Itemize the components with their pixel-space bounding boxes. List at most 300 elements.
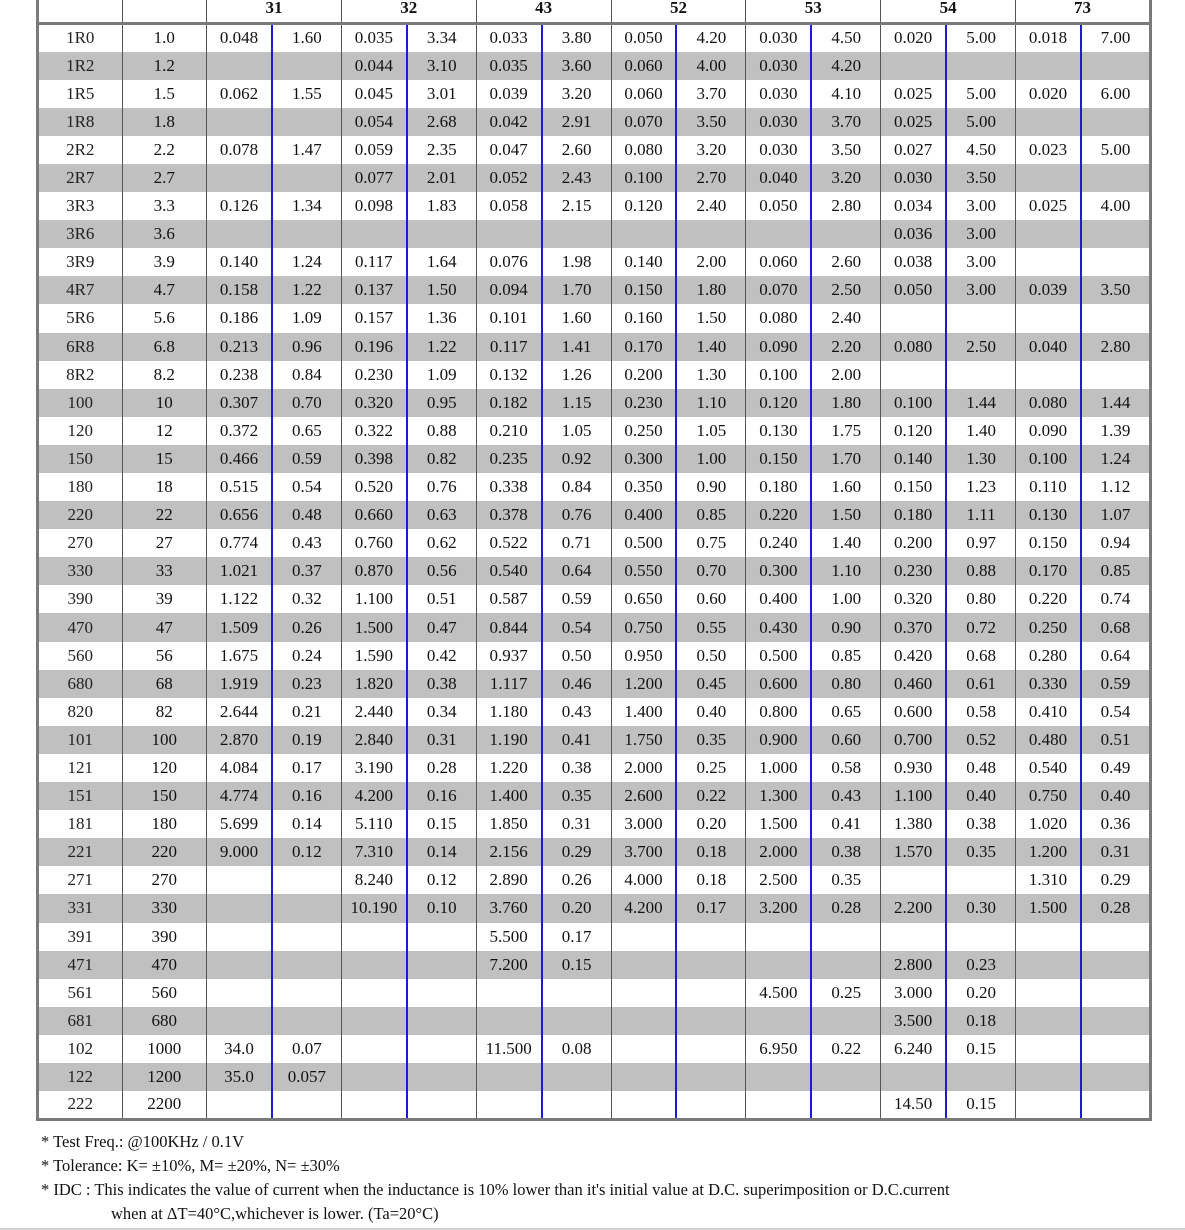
dcr-cell: 0.077 <box>341 164 406 192</box>
dcr-cell <box>1016 1007 1081 1035</box>
idc-cell <box>272 951 341 979</box>
dcr-cell: 0.300 <box>611 445 676 473</box>
inductance-cell: 1.5 <box>122 80 207 108</box>
part-code-cell: 151 <box>38 782 123 810</box>
table-row <box>38 248 1151 276</box>
dcr-cell: 1.400 <box>611 698 676 726</box>
idc-cell: 3.34 <box>407 24 476 52</box>
idc-cell: 0.90 <box>811 613 880 641</box>
inductance-cell: 2.2 <box>122 136 207 164</box>
dcr-cell: 0.030 <box>881 164 946 192</box>
dcr-cell: 0.220 <box>1016 585 1081 613</box>
dcr-cell: 0.150 <box>881 473 946 501</box>
idc-cell: 0.48 <box>272 501 341 529</box>
dcr-cell: 0.098 <box>341 192 406 220</box>
dcr-cell: 1.100 <box>881 782 946 810</box>
dcr-cell <box>1016 248 1081 276</box>
idc-cell: 1.23 <box>946 473 1015 501</box>
idc-cell <box>676 1035 745 1063</box>
idc-cell: 0.18 <box>946 1007 1015 1035</box>
dcr-cell: 0.076 <box>476 248 541 276</box>
idc-cell: 1.70 <box>542 276 611 304</box>
idc-cell: 2.43 <box>542 164 611 192</box>
idc-cell: 0.76 <box>407 473 476 501</box>
part-code-cell: 391 <box>38 923 123 951</box>
idc-cell: 1.34 <box>272 192 341 220</box>
idc-cell: 1.98 <box>542 248 611 276</box>
dcr-cell: 1.570 <box>881 838 946 866</box>
idc-cell: 0.88 <box>946 557 1015 585</box>
idc-cell: 0.56 <box>407 557 476 585</box>
idc-cell: 5.00 <box>946 24 1015 52</box>
dcr-cell: 0.338 <box>476 473 541 501</box>
idc-cell: 0.63 <box>407 501 476 529</box>
idc-cell <box>1081 164 1151 192</box>
idc-cell: 2.00 <box>811 361 880 389</box>
dcr-cell: 0.140 <box>207 248 272 276</box>
idc-cell: 0.40 <box>946 782 1015 810</box>
idc-cell: 0.40 <box>1081 782 1151 810</box>
dcr-cell: 0.210 <box>476 417 541 445</box>
table-row <box>38 417 1151 445</box>
dcr-cell: 2.200 <box>881 894 946 922</box>
idc-cell: 0.28 <box>811 894 880 922</box>
dcr-cell: 0.307 <box>207 389 272 417</box>
idc-cell: 0.23 <box>946 951 1015 979</box>
dcr-cell: 1.850 <box>476 810 541 838</box>
idc-cell: 0.49 <box>1081 754 1151 782</box>
dcr-cell: 0.030 <box>746 52 811 80</box>
idc-cell <box>1081 108 1151 136</box>
idc-cell: 1.36 <box>407 304 476 332</box>
dcr-cell: 0.700 <box>881 726 946 754</box>
idc-cell <box>811 220 880 248</box>
inductance-cell: 33 <box>122 557 207 585</box>
idc-cell: 1.64 <box>407 248 476 276</box>
idc-cell: 1.44 <box>1081 389 1151 417</box>
dcr-cell <box>341 1007 406 1035</box>
idc-cell: 2.68 <box>407 108 476 136</box>
dcr-cell: 1.500 <box>1016 894 1081 922</box>
part-code-cell: 1R5 <box>38 80 123 108</box>
idc-cell: 2.80 <box>811 192 880 220</box>
idc-cell: 0.20 <box>676 810 745 838</box>
part-code-cell: 120 <box>38 417 123 445</box>
part-code-cell: 820 <box>38 698 123 726</box>
idc-cell: 1.50 <box>811 501 880 529</box>
idc-cell <box>272 108 341 136</box>
idc-cell: 0.70 <box>676 557 745 585</box>
dcr-cell: 0.030 <box>746 108 811 136</box>
dcr-cell: 5.110 <box>341 810 406 838</box>
inductance-cell: 150 <box>122 782 207 810</box>
dcr-cell: 0.410 <box>1016 698 1081 726</box>
dcr-cell: 0.200 <box>881 529 946 557</box>
dcr-cell: 2.156 <box>476 838 541 866</box>
idc-cell: 0.46 <box>542 670 611 698</box>
dcr-cell <box>207 894 272 922</box>
dcr-cell: 0.300 <box>746 557 811 585</box>
idc-cell: 2.40 <box>811 304 880 332</box>
dcr-cell: 4.774 <box>207 782 272 810</box>
dcr-cell: 11.500 <box>476 1035 541 1063</box>
idc-cell: 2.60 <box>811 248 880 276</box>
dcr-cell <box>881 361 946 389</box>
idc-cell: 1.12 <box>1081 473 1151 501</box>
dcr-cell: 0.200 <box>611 361 676 389</box>
dcr-cell: 0.058 <box>476 192 541 220</box>
dcr-cell <box>1016 361 1081 389</box>
idc-cell: 0.58 <box>946 698 1015 726</box>
dcr-cell <box>207 923 272 951</box>
part-code-cell: 3R6 <box>38 220 123 248</box>
idc-cell <box>811 1091 880 1119</box>
dcr-cell <box>881 866 946 894</box>
idc-cell <box>811 923 880 951</box>
dcr-cell: 0.235 <box>476 445 541 473</box>
dcr-cell: 3.500 <box>881 1007 946 1035</box>
part-code-cell: 271 <box>38 866 123 894</box>
dcr-cell: 0.042 <box>476 108 541 136</box>
idc-cell: 0.40 <box>676 698 745 726</box>
idc-cell: 2.80 <box>1081 333 1151 361</box>
dcr-cell: 1.180 <box>476 698 541 726</box>
idc-cell: 0.92 <box>542 445 611 473</box>
idc-cell: 0.43 <box>272 529 341 557</box>
idc-cell: 0.96 <box>272 333 341 361</box>
idc-cell: 0.20 <box>946 979 1015 1007</box>
idc-cell <box>1081 1063 1151 1091</box>
part-code-cell: 390 <box>38 585 123 613</box>
dcr-cell <box>746 923 811 951</box>
dcr-cell: 2.440 <box>341 698 406 726</box>
idc-cell: 0.59 <box>1081 670 1151 698</box>
dcr-cell: 0.600 <box>746 670 811 698</box>
dcr-cell <box>881 304 946 332</box>
dcr-cell: 0.480 <box>1016 726 1081 754</box>
dcr-cell: 1.380 <box>881 810 946 838</box>
inductance-cell: 470 <box>122 951 207 979</box>
inductance-cell: 18 <box>122 473 207 501</box>
idc-cell <box>946 923 1015 951</box>
idc-cell: 3.60 <box>542 52 611 80</box>
dcr-cell: 0.750 <box>1016 782 1081 810</box>
part-code-cell: 122 <box>38 1063 123 1091</box>
table-row <box>38 24 1151 52</box>
dcr-cell: 0.094 <box>476 276 541 304</box>
table-row <box>38 613 1151 641</box>
table-row <box>38 52 1151 80</box>
idc-cell: 1.60 <box>272 24 341 52</box>
part-code-cell: 330 <box>38 557 123 585</box>
dcr-cell <box>1016 220 1081 248</box>
idc-cell <box>542 1091 611 1119</box>
dcr-cell: 0.157 <box>341 304 406 332</box>
idc-cell: 0.26 <box>272 613 341 641</box>
dcr-cell: 1.200 <box>1016 838 1081 866</box>
idc-cell: 1.11 <box>946 501 1015 529</box>
dcr-cell: 0.186 <box>207 304 272 332</box>
dcr-cell: 7.200 <box>476 951 541 979</box>
dcr-cell: 0.062 <box>207 80 272 108</box>
idc-cell: 2.00 <box>676 248 745 276</box>
inductance-cell: 47 <box>122 613 207 641</box>
part-code-cell: 222 <box>38 1091 123 1119</box>
dcr-cell: 0.117 <box>476 333 541 361</box>
dcr-cell: 4.500 <box>746 979 811 1007</box>
dcr-cell: 1.919 <box>207 670 272 698</box>
idc-cell: 0.35 <box>676 726 745 754</box>
inductance-cell: 100 <box>122 726 207 754</box>
table-row <box>38 276 1151 304</box>
inductance-cell: 390 <box>122 923 207 951</box>
dcr-cell: 8.240 <box>341 866 406 894</box>
idc-cell: 0.64 <box>542 557 611 585</box>
idc-cell <box>676 1007 745 1035</box>
dcr-cell <box>746 951 811 979</box>
idc-cell: 1.24 <box>1081 445 1151 473</box>
idc-cell: 0.31 <box>542 810 611 838</box>
dcr-cell: 0.250 <box>611 417 676 445</box>
dcr-cell: 1.400 <box>476 782 541 810</box>
dcr-cell: 0.844 <box>476 613 541 641</box>
idc-cell <box>407 979 476 1007</box>
dcr-cell <box>341 220 406 248</box>
idc-cell: 5.00 <box>1081 136 1151 164</box>
dcr-cell <box>207 951 272 979</box>
idc-cell: 1.24 <box>272 248 341 276</box>
dcr-cell: 0.100 <box>881 389 946 417</box>
part-code-cell: 2R2 <box>38 136 123 164</box>
dcr-cell: 0.137 <box>341 276 406 304</box>
dcr-cell <box>1016 52 1081 80</box>
idc-cell: 1.09 <box>407 361 476 389</box>
inductance-cell: 8.2 <box>122 361 207 389</box>
part-code-cell: 5R6 <box>38 304 123 332</box>
table-row <box>38 642 1151 670</box>
dcr-cell <box>341 1035 406 1063</box>
idc-cell: 0.65 <box>811 698 880 726</box>
dcr-cell <box>1016 1063 1081 1091</box>
idc-cell: 0.80 <box>946 585 1015 613</box>
dcr-cell: 0.120 <box>881 417 946 445</box>
dcr-cell: 0.550 <box>611 557 676 585</box>
dcr-cell: 0.110 <box>1016 473 1081 501</box>
dcr-cell: 0.520 <box>341 473 406 501</box>
table-row <box>38 951 1151 979</box>
idc-cell: 0.94 <box>1081 529 1151 557</box>
inductance-cell: 560 <box>122 979 207 1007</box>
part-code-cell: 221 <box>38 838 123 866</box>
idc-cell <box>407 1063 476 1091</box>
idc-cell: 0.97 <box>946 529 1015 557</box>
idc-cell: 0.17 <box>676 894 745 922</box>
inductor-spec-table <box>36 0 1152 1121</box>
idc-cell: 1.41 <box>542 333 611 361</box>
dcr-cell: 35.0 <box>207 1063 272 1091</box>
dcr-cell: 1.509 <box>207 613 272 641</box>
inductance-cell: 15 <box>122 445 207 473</box>
table-row <box>38 726 1151 754</box>
dcr-cell: 0.180 <box>881 501 946 529</box>
idc-cell: 0.95 <box>407 389 476 417</box>
dcr-cell: 0.213 <box>207 333 272 361</box>
idc-cell: 1.75 <box>811 417 880 445</box>
dcr-cell <box>341 951 406 979</box>
idc-cell <box>272 894 341 922</box>
dcr-cell: 0.522 <box>476 529 541 557</box>
part-code-cell: 100 <box>38 389 123 417</box>
idc-cell: 0.50 <box>676 642 745 670</box>
idc-cell: 4.20 <box>676 24 745 52</box>
idc-cell: 1.05 <box>676 417 745 445</box>
table-row <box>38 979 1151 1007</box>
idc-cell <box>676 1063 745 1091</box>
idc-cell: 0.74 <box>1081 585 1151 613</box>
idc-cell: 1.50 <box>676 304 745 332</box>
inductance-cell: 82 <box>122 698 207 726</box>
idc-cell: 1.09 <box>272 304 341 332</box>
dcr-cell: 2.890 <box>476 866 541 894</box>
dcr-cell: 0.950 <box>611 642 676 670</box>
idc-cell: 1.00 <box>811 585 880 613</box>
dcr-cell: 1.820 <box>341 670 406 698</box>
idc-cell: 1.60 <box>542 304 611 332</box>
idc-cell: 1.05 <box>542 417 611 445</box>
idc-cell: 0.15 <box>946 1035 1015 1063</box>
idc-cell: 0.59 <box>272 445 341 473</box>
idc-cell <box>542 220 611 248</box>
idc-cell: 3.00 <box>946 192 1015 220</box>
dcr-cell: 0.120 <box>611 192 676 220</box>
table-row <box>38 810 1151 838</box>
note-idc-condition: when at ΔT=40°C,whichever is lower. (Ta=20°C) <box>111 1204 439 1223</box>
idc-cell: 0.34 <box>407 698 476 726</box>
inductance-cell: 680 <box>122 1007 207 1035</box>
dcr-cell: 5.500 <box>476 923 541 951</box>
dcr-cell: 0.540 <box>476 557 541 585</box>
idc-cell: 0.15 <box>407 810 476 838</box>
table-row <box>38 1063 1151 1091</box>
dcr-cell <box>476 979 541 1007</box>
dcr-cell: 0.025 <box>881 80 946 108</box>
idc-cell: 1.10 <box>676 389 745 417</box>
idc-cell <box>1081 1035 1151 1063</box>
note-test-frequency: * Test Freq.: @100KHz / 0.1V <box>41 1132 245 1151</box>
idc-cell <box>1081 52 1151 80</box>
dcr-cell: 5.699 <box>207 810 272 838</box>
part-code-cell: 681 <box>38 1007 123 1035</box>
series-header: 43 <box>476 0 611 24</box>
idc-cell: 1.80 <box>811 389 880 417</box>
dcr-cell <box>207 1007 272 1035</box>
idc-cell: 0.61 <box>946 670 1015 698</box>
idc-cell: 0.31 <box>407 726 476 754</box>
dcr-cell: 1.590 <box>341 642 406 670</box>
idc-cell: 3.20 <box>676 136 745 164</box>
inductance-cell: 3.3 <box>122 192 207 220</box>
idc-cell: 2.20 <box>811 333 880 361</box>
dcr-cell: 0.025 <box>881 108 946 136</box>
idc-cell: 0.29 <box>542 838 611 866</box>
idc-cell: 1.07 <box>1081 501 1151 529</box>
inductance-cell: 68 <box>122 670 207 698</box>
part-code-cell: 2R7 <box>38 164 123 192</box>
idc-cell: 0.55 <box>676 613 745 641</box>
dcr-cell <box>476 1091 541 1119</box>
dcr-cell: 0.040 <box>1016 333 1081 361</box>
idc-cell: 0.75 <box>676 529 745 557</box>
idc-cell: 0.22 <box>811 1035 880 1063</box>
idc-cell: 1.00 <box>676 445 745 473</box>
inductance-cell: 2200 <box>122 1091 207 1119</box>
idc-cell <box>1081 220 1151 248</box>
idc-cell <box>811 1063 880 1091</box>
dcr-cell: 34.0 <box>207 1035 272 1063</box>
part-code-cell: 331 <box>38 894 123 922</box>
idc-cell: 0.38 <box>946 810 1015 838</box>
table-row <box>38 304 1151 332</box>
idc-cell: 1.30 <box>946 445 1015 473</box>
idc-cell <box>407 220 476 248</box>
table-row <box>38 1035 1151 1063</box>
idc-cell: 0.35 <box>542 782 611 810</box>
idc-cell: 3.70 <box>676 80 745 108</box>
idc-cell: 0.80 <box>811 670 880 698</box>
dcr-cell: 0.330 <box>1016 670 1081 698</box>
idc-cell <box>1081 304 1151 332</box>
idc-cell: 0.41 <box>811 810 880 838</box>
dcr-cell: 0.078 <box>207 136 272 164</box>
idc-cell: 0.36 <box>1081 810 1151 838</box>
idc-cell: 0.08 <box>542 1035 611 1063</box>
dcr-cell: 0.030 <box>746 24 811 52</box>
table-row <box>38 473 1151 501</box>
idc-cell: 0.37 <box>272 557 341 585</box>
dcr-cell: 0.220 <box>746 501 811 529</box>
idc-cell <box>542 1063 611 1091</box>
dcr-cell: 0.140 <box>881 445 946 473</box>
idc-cell: 1.22 <box>272 276 341 304</box>
dcr-cell: 0.034 <box>881 192 946 220</box>
idc-cell: 1.47 <box>272 136 341 164</box>
idc-cell: 5.00 <box>946 80 1015 108</box>
dcr-cell: 0.140 <box>611 248 676 276</box>
idc-cell: 0.51 <box>407 585 476 613</box>
idc-cell: 0.45 <box>676 670 745 698</box>
dcr-cell: 0.039 <box>476 80 541 108</box>
dcr-cell <box>476 1063 541 1091</box>
dcr-cell: 0.035 <box>476 52 541 80</box>
dcr-cell: 0.750 <box>611 613 676 641</box>
dcr-cell: 0.036 <box>881 220 946 248</box>
idc-cell <box>407 923 476 951</box>
idc-cell: 1.70 <box>811 445 880 473</box>
dcr-cell: 9.000 <box>207 838 272 866</box>
part-code-cell: 3R3 <box>38 192 123 220</box>
idc-cell: 3.20 <box>542 80 611 108</box>
dcr-cell: 0.170 <box>611 333 676 361</box>
dcr-cell: 0.420 <box>881 642 946 670</box>
inductance-cell: 6.8 <box>122 333 207 361</box>
table-row <box>38 220 1151 248</box>
dcr-cell: 0.048 <box>207 24 272 52</box>
idc-cell: 0.16 <box>407 782 476 810</box>
dcr-cell <box>1016 979 1081 1007</box>
dcr-cell: 0.150 <box>746 445 811 473</box>
idc-cell: 0.68 <box>1081 613 1151 641</box>
idc-cell: 4.00 <box>1081 192 1151 220</box>
